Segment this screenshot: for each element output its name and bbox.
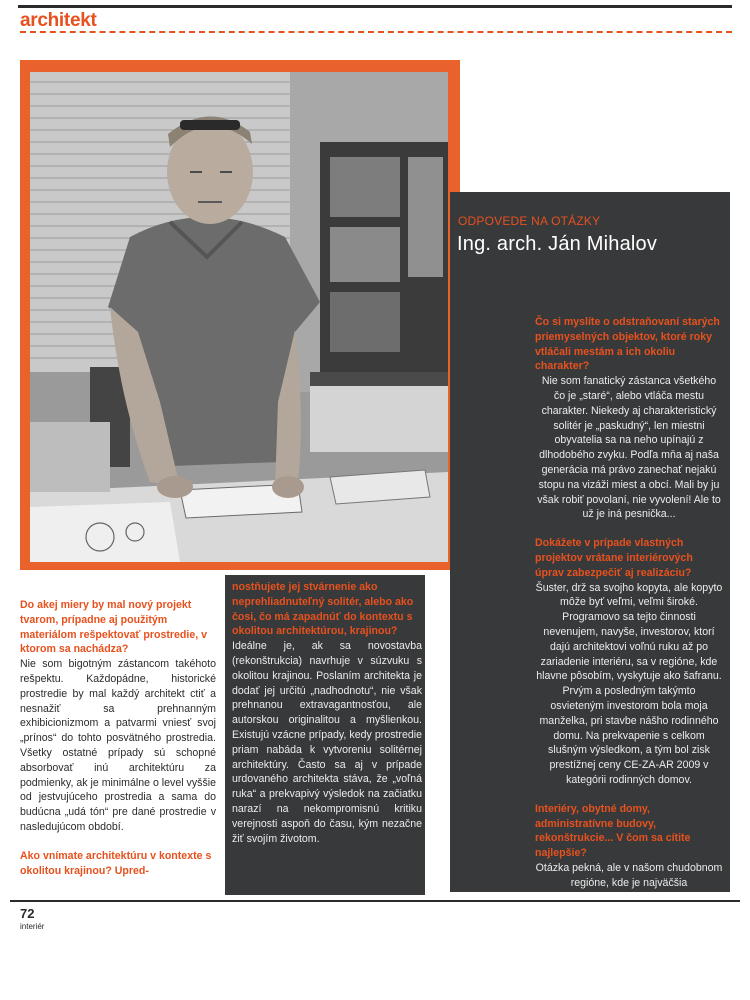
question: Dokážete v prípade vlastných projektov vrátane interiérových úprav zabezpečiť aj realizáciu? xyxy=(535,537,693,579)
sunglasses xyxy=(180,120,240,130)
top-rule xyxy=(18,5,732,8)
answer: Ideálne je, ak sa novostavba (rekonštrukcia) navrhuje v súzvuku s okolitou krajinou. Poslaním architekta je dodať jej určitú „nadhodnotu“, nie však prehnanou extravagantnosťou, ale autorskou originalitou a myšlienkou. Existujú vzácne prípady, kedy prostredie priam nabáda k vytvoreniu solitérnej architektúry. Často sa aj v prípade urdovaného architekta stáva, že „voľná ruka“ a prekvapivý výsledok na začiatku narazí na nekompromisnú kritiku verejnosti aspoň do času, kým nezačne žiť svojím životom. xyxy=(232,640,422,845)
question: Interiéry, obytné domy, administratívne budovy, rekonštrukcie... V čom sa cítite najlepšie? xyxy=(535,802,691,860)
page-number: 72 xyxy=(20,906,35,921)
right-column xyxy=(535,315,723,890)
answer: Nie som bigotným zástancom takéhoto rešpektu. Každopádne, historické prostredie by mal každý architekt ctiť a nesnažiť sa prehnanným exhibicionizmom a patvarmi vniesť svoj „prínos“ do tohto posvätného prostredia. Všetky ostatné prípady sú schopné absorbovať inú architektúru za podmienky, ak je minimálne o level vyššie od jestvujúceho prostredia a sama do budúcna „udá tón“ pre dané prostredie v nasledujúcom období. xyxy=(20,658,216,833)
middle-column xyxy=(232,580,422,846)
architect-photo xyxy=(30,72,448,562)
answer: Šuster, drž sa svojho kopyta, ale kopyto môže byť veľmi, veľmi široké. Programovo sa tejto činnosti nevenujem, navyše, investorov, ktorí dajú architektovi voľnú ruku až po zariadenie interiéru, sa v regióne, kde hlavne pôsobím, vyskytuje ako šafranu. Prvým a posledným takýmto osvieteným investorom bola moja manželka, pri stavbe nášho rodinného domu. Na prekvapenie s celkom slušným výsledkom, a tým bol zisk prestížnej ceny CE-ZA-AR 2009 v kategórii rodinných domov. xyxy=(535,581,723,786)
question: Čo si myslíte o odstraňovaní starých priemyselných objektov, ktoré roky vtláčali mestám a ich okoliu charakter? xyxy=(535,316,720,373)
answer: Otázka pekná, ale v našom chudobnom regióne, kde je najväčšia xyxy=(535,861,723,889)
dashed-rule xyxy=(20,31,732,33)
left-column xyxy=(20,598,216,878)
photo-illustration xyxy=(30,72,448,562)
interviewee-name: Ing. arch. Ján Mihalov xyxy=(457,233,658,255)
question: Do akej miery by mal nový projekt tvarom, prípadne aj použitým materiálom rešpektovať prostredie, v ktorom sa nachádza? xyxy=(20,599,208,656)
magazine-name: interiér xyxy=(20,922,45,931)
question: nostňujete jej stvárnenie ako neprehliadnuteľný solitér, alebo ako čosi, čo má zapadnúť do kontextu s okolitou architektúrou, krajinou? xyxy=(232,581,414,638)
panel-kicker: ODPOVEDE NA OTÁZKY xyxy=(458,214,601,228)
question: Ako vnímate architektúru v kontexte s okolitou krajinou? Upred- xyxy=(20,849,212,877)
answer: Nie som fanatický zástanca všetkého čo je „staré“, alebo vtláča mestu charakter. Niekedy aj charakteristický solitér je „paskudný“, len miestni obyvatelia sa na neho upínajú z dlhodobého zvyku. Podľa mňa aj naša generácia má právo zanechať nejakú stopu na vizáži miest a obcí. Mali by ju však robiť povolaní, nie vyvolení! Ale to už je iná pesnička... xyxy=(537,375,721,521)
section-tag: architekt xyxy=(20,10,97,31)
footer-rule xyxy=(10,900,740,902)
